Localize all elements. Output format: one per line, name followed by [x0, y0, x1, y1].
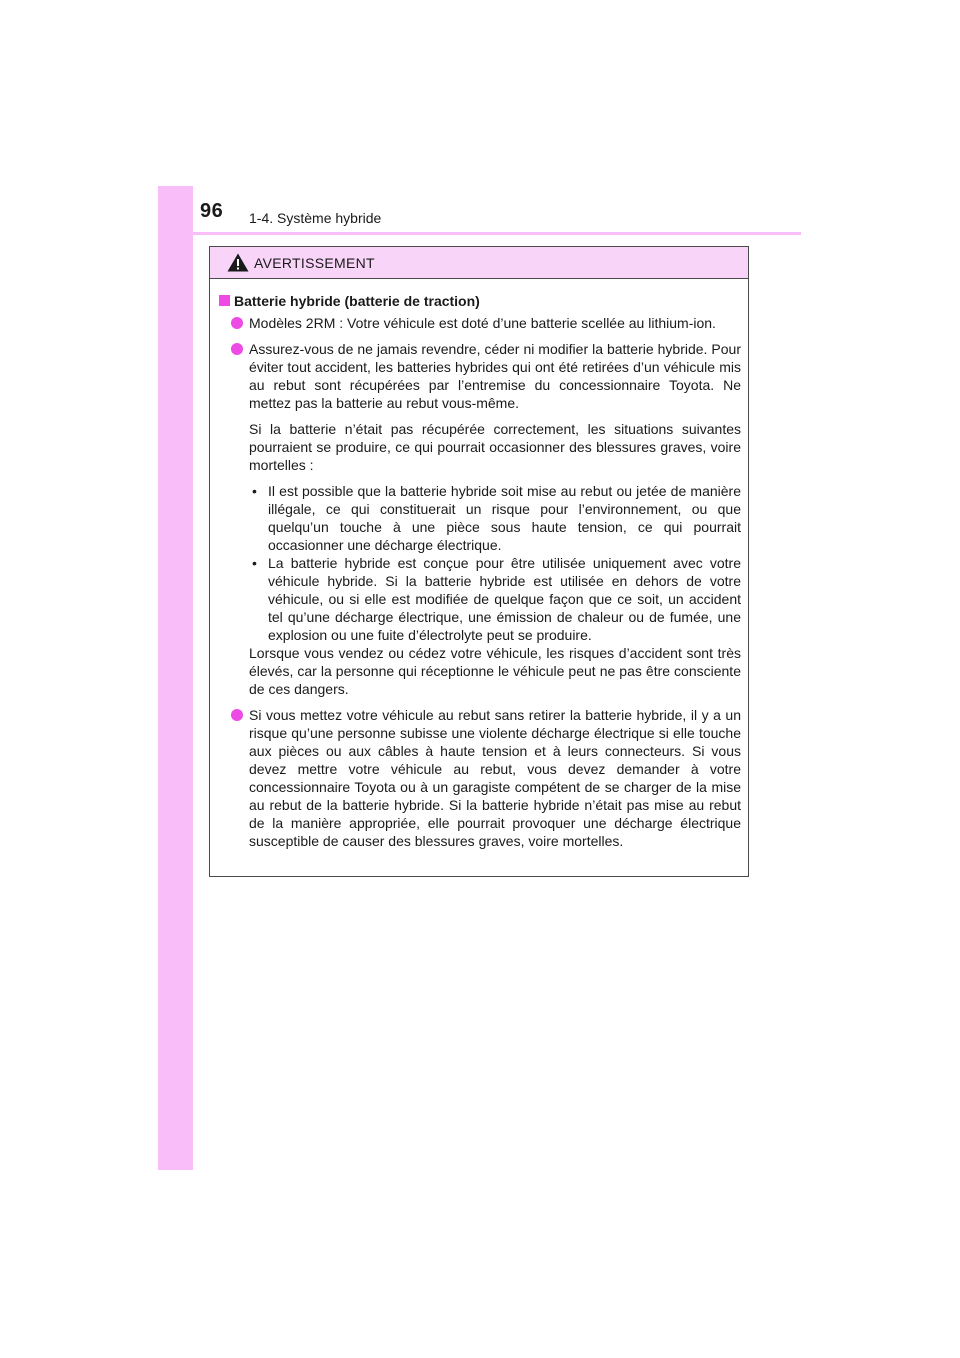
paragraph: Lorsque vous vendez ou cédez votre véhicule, les risques d’accident sont très élevés, car la personne qui réceptionne le véhicule peut ne pas être consciente de ces dangers.	[249, 645, 741, 697]
square-marker-icon	[219, 295, 230, 306]
bullet-item	[217, 314, 741, 332]
bullet-item	[217, 340, 741, 412]
bullet-dot-icon	[231, 317, 243, 329]
bullet-item	[217, 706, 741, 850]
bullet-text: Assurez-vous de ne jamais revendre, céder ni modifier la batterie hybride. Pour éviter tout accident, les batteries hybrides qui ont été retirées d’un véhicule mis au rebut sont récupérées par l’entremise du concessionnaire Toyota. Ne mettez pas la batterie au rebut vous-même.	[249, 341, 741, 411]
sub-list-text: La batterie hybride est conçue pour être utilisée uniquement avec votre véhicule hybride. Si la batterie hybride est utilisée en dehors de votre véhicule, ou si elle est modifiée de quelque façon que ce soit, un accident tel qu’une décharge électrique, une émission de chaleur ou de fumée, une explosion ou une fuite d’électrolyte peut se produire.	[268, 555, 741, 643]
sub-list-item	[217, 554, 741, 644]
bullet-dot-icon	[231, 343, 243, 355]
sub-heading-text: Batterie hybride (batterie de traction)	[234, 293, 480, 309]
bullet-text: Si vous mettez votre véhicule au rebut sans retirer la batterie hybride, il y a un risque qu’une personne subisse une violente décharge électrique si elle touche aux pièces ou aux câbles à haute tension et à leurs connecteurs. Si vous devez mettre votre véhicule au rebut, vous devez demander à votre concessionnaire Toyota ou à un garagiste compétent de se charger de la mise au rebut de la batterie hybride. Si la batterie hybride n’était pas mise au rebut de la manière appropriée, elle pourrait provoquer une décharge électrique susceptible de causer des blessures graves, voire mortelles.	[249, 707, 741, 849]
header-rule	[158, 232, 801, 235]
warning-triangle-icon	[227, 253, 249, 272]
warning-title: AVERTISSEMENT	[254, 255, 375, 271]
bullet-text: Modèles 2RM : Votre véhicule est doté d’une batterie scellée au lithium-ion.	[249, 315, 716, 331]
bullet-dot-icon	[231, 709, 243, 721]
chapter-side-tab	[158, 186, 193, 1170]
warning-header	[210, 247, 748, 279]
warning-box	[209, 246, 749, 877]
sub-list-marker: •	[252, 483, 257, 499]
warning-body	[210, 279, 748, 850]
section-title: 1-4. Système hybride	[249, 210, 382, 226]
paragraph: Si la batterie n’était pas récupérée correctement, les situations suivantes pourraient se produire, ce qui pourrait occasionner des blessures graves, voire mortelles :	[249, 421, 741, 473]
sub-list-text: Il est possible que la batterie hybride soit mise au rebut ou jetée de manière illégale, ce qui constituerait un risque pour l’environnement, ou que quelqu’un touche à une pièce sous haute tension, ce qui pourrait occasionner une décharge électrique.	[268, 483, 741, 553]
sub-list-marker: •	[252, 555, 257, 571]
sub-list-item	[217, 482, 741, 554]
page-number: 96	[200, 200, 224, 222]
sub-heading	[217, 292, 741, 310]
